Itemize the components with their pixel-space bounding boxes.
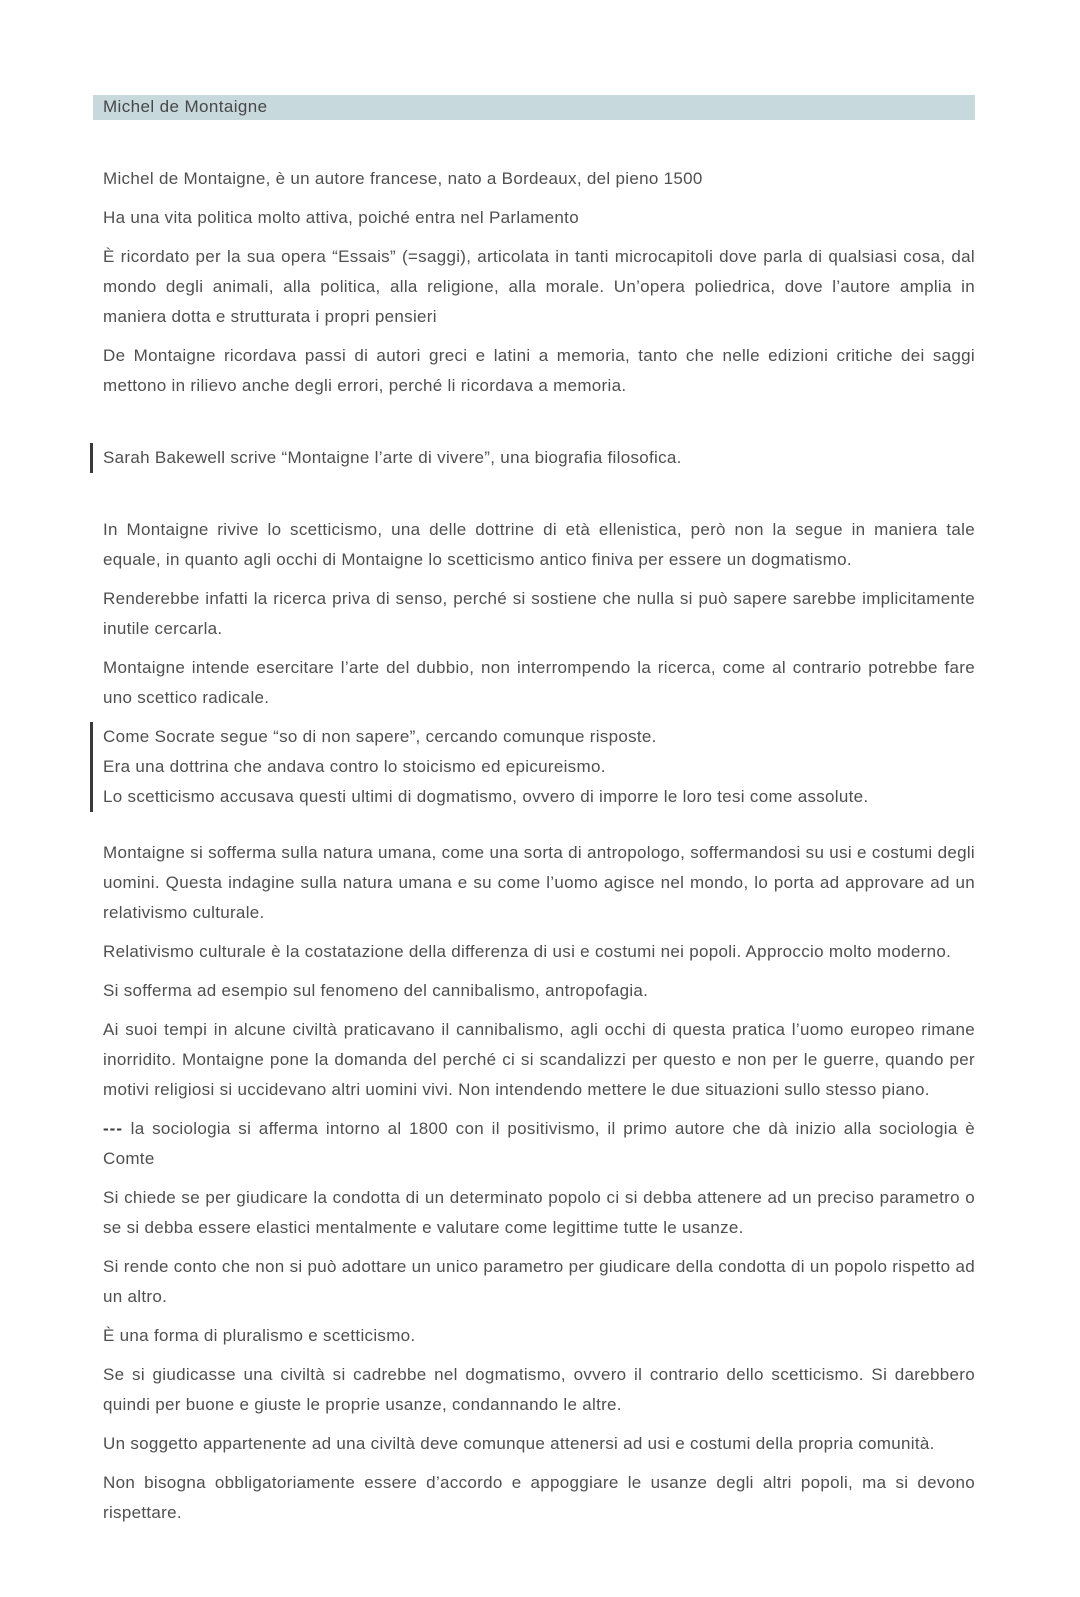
- paragraph: Ha una vita politica molto attiva, poiché entra nel Parlamento: [103, 208, 579, 227]
- paragraph: In Montaigne rivive lo scetticismo, una delle dottrine di età ellenistica, però non la segue in maniera tale equale, in quanto agli occhi di Montaigne lo scetticismo antico finiva per essere un dogmatismo.: [103, 520, 975, 569]
- paragraph: Montaigne si sofferma sulla natura umana, come una sorta di antropologo, soffermandosi su usi e costumi degli uomini. Questa indagine sulla natura umana e su come l’uomo agisce nel mondo, lo porta ad approvare ad un relativismo culturale.: [103, 843, 975, 922]
- paragraph: Si rende conto che non si può adottare un unico parametro per giudicare della condotta di un popolo rispetto ad un altro.: [103, 1257, 975, 1306]
- paragraph: --- la sociologia si afferma intorno al 1800 con il positivismo, il primo autore che dà inizio alla sociologia è Comte: [103, 1119, 975, 1168]
- paragraph: Montaigne intende esercitare l’arte del dubbio, non interrompendo la ricerca, come al contrario potrebbe fare uno scettico radicale.: [103, 658, 975, 707]
- paragraph: Si sofferma ad esempio sul fenomeno del cannibalismo, antropofagia.: [103, 981, 649, 1000]
- paragraph: Non bisogna obbligatoriamente essere d’accordo e appoggiare le usanze degli altri popoli, ma si devono rispettare.: [103, 1473, 975, 1522]
- paragraph: Ai suoi tempi in alcune civiltà praticavano il cannibalismo, agli occhi di questa pratica l’uomo europeo rimane inorridito. Montaigne pone la domanda del perché ci si scandalizzi per questo e non per le guerre, quando per motivi religiosi si uccidevano altri uomini vivi. Non intendendo mettere le due situazioni sullo stesso piano.: [103, 1020, 975, 1099]
- paragraph: De Montaigne ricordava passi di autori greci e latini a memoria, tanto che nelle edizioni critiche dei saggi mettono in rilievo anche degli errori, perché li ricordava a memoria.: [103, 346, 975, 395]
- paragraph: Si chiede se per giudicare la condotta di un determinato popolo ci si debba attenere ad un preciso parametro o se si debba essere elastici mentalmente e valutare come legittime tutte le usanze.: [103, 1188, 975, 1237]
- paragraph: È ricordato per la sua opera “Essais” (=saggi), articolata in tanti microcapitoli dove parla di qualsiasi cosa, dal mondo degli animali, alla politica, alla religione, alla morale. Un’opera poliedrica, dove l’autore amplia in maniera dotta e strutturata i propri pensieri: [103, 247, 975, 326]
- paragraph: Un soggetto appartenente ad una civiltà deve comunque attenersi ad usi e costumi della propria comunità.: [103, 1434, 935, 1453]
- paragraph-marked: Come Socrate segue “so di non sapere”, cercando comunque risposte. Era una dottrina che andava contro lo stoicismo ed epicureismo. Lo scetticismo accusava questi ultimi di dogmatismo, ovvero di imporre le loro tesi come assolute.: [90, 722, 975, 812]
- paragraph: Relativismo culturale è la costatazione della differenza di usi e costumi nei popoli. Approccio molto moderno.: [103, 942, 952, 961]
- paragraph-marked: Sarah Bakewell scrive “Montaigne l’arte di vivere”, una biografia filosofica.: [90, 443, 975, 473]
- note-body: [103, 164, 975, 1528]
- paragraph: Renderebbe infatti la ricerca priva di senso, perché si sostiene che nulla si può sapere sarebbe implicitamente inutile cercarla.: [103, 589, 975, 638]
- paragraph: Se si giudicasse una civiltà si cadrebbe nel dogmatismo, ovvero il contrario dello scetticismo. Si darebbero quindi per buone e giuste le proprie usanze, condannando le altre.: [103, 1365, 975, 1414]
- paragraph: Michel de Montaigne, è un autore francese, nato a Bordeaux, del pieno 1500: [103, 169, 703, 188]
- page-title: Michel de Montaigne: [93, 95, 975, 120]
- dash-marker: ---: [103, 1119, 123, 1138]
- paragraph: È una forma di pluralismo e scetticismo.: [103, 1326, 416, 1345]
